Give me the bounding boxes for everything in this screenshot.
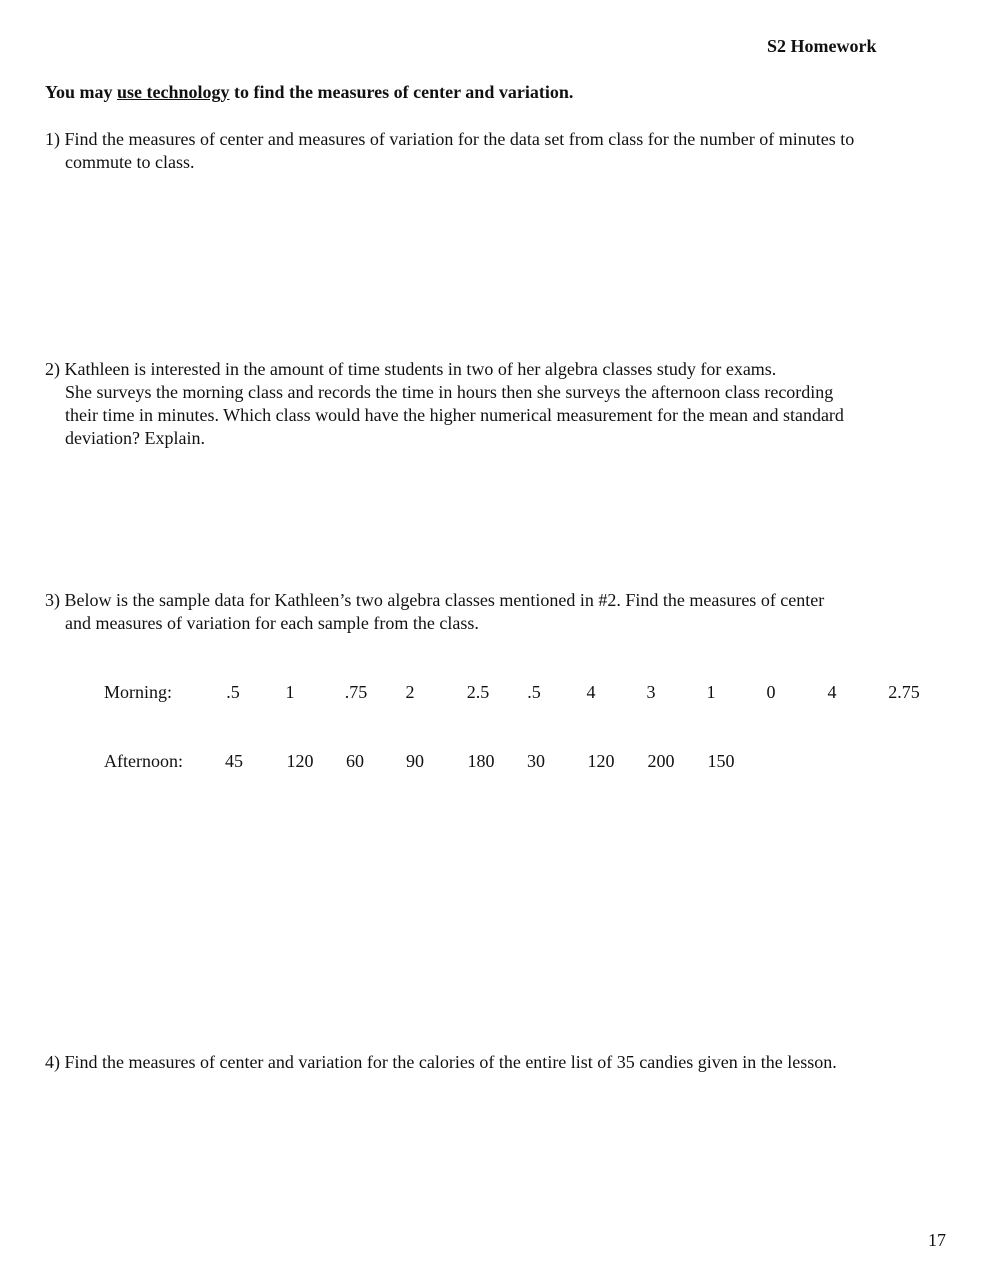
morning-value: .5 bbox=[226, 682, 240, 702]
instruction bbox=[45, 82, 573, 103]
page-title: S2 Homework bbox=[767, 36, 877, 56]
morning-value: 4 bbox=[827, 682, 837, 702]
afternoon-value: 120 bbox=[286, 751, 314, 771]
morning-value: 2.75 bbox=[888, 682, 920, 702]
afternoon-value: 150 bbox=[707, 751, 735, 771]
afternoon-value: 90 bbox=[406, 751, 424, 771]
afternoon-value: 30 bbox=[527, 751, 545, 771]
morning-value: 2.5 bbox=[466, 682, 490, 702]
afternoon-label: Afternoon: bbox=[104, 751, 183, 771]
question-2-line-3: their time in minutes. Which class would have the higher numerical measurement for the mean and standard bbox=[65, 405, 844, 425]
question-3 bbox=[45, 589, 955, 635]
question-4 bbox=[45, 1051, 955, 1074]
question-1-line-1: 1) Find the measures of center and measures of variation for the data set from class for the number of minutes to bbox=[45, 129, 855, 149]
page-number: 17 bbox=[928, 1230, 946, 1250]
question-3-line-2: and measures of variation for each sample from the class. bbox=[65, 613, 479, 633]
morning-value: 4 bbox=[586, 682, 596, 702]
morning-value: .5 bbox=[527, 682, 541, 702]
morning-label: Morning: bbox=[104, 682, 173, 702]
question-2-line-2: She surveys the morning class and records the time in hours then she surveys the afternoon class recording bbox=[65, 382, 834, 402]
question-3-line-1: 3) Below is the sample data for Kathleen’s two algebra classes mentioned in #2. Find the measures of center bbox=[45, 590, 825, 610]
morning-value: 1 bbox=[285, 682, 295, 702]
afternoon-value: 120 bbox=[587, 751, 615, 771]
instruction-suffix: to find the measures of center and variation. bbox=[229, 82, 574, 102]
afternoon-value: 180 bbox=[467, 751, 495, 771]
instruction-prefix: You may bbox=[45, 82, 118, 102]
question-2 bbox=[45, 358, 955, 450]
afternoon-value: 45 bbox=[225, 751, 243, 771]
question-4-line-1: 4) Find the measures of center and variation for the calories of the entire list of 35 candies given in the lesson. bbox=[45, 1052, 837, 1072]
afternoon-value: 200 bbox=[647, 751, 675, 771]
afternoon-value: 60 bbox=[346, 751, 364, 771]
morning-value: 1 bbox=[706, 682, 716, 702]
question-1-line-2: commute to class. bbox=[65, 152, 195, 172]
morning-value: 2 bbox=[405, 682, 415, 702]
question-2-line-1: 2) Kathleen is interested in the amount of time students in two of her algebra classes study for exams. bbox=[45, 359, 777, 379]
question-2-line-4: deviation? Explain. bbox=[65, 428, 205, 448]
morning-value: 0 bbox=[766, 682, 776, 702]
question-1 bbox=[45, 128, 955, 174]
morning-value: 3 bbox=[646, 682, 656, 702]
morning-value: .75 bbox=[344, 682, 368, 702]
instruction-underlined: use technology bbox=[117, 82, 230, 102]
